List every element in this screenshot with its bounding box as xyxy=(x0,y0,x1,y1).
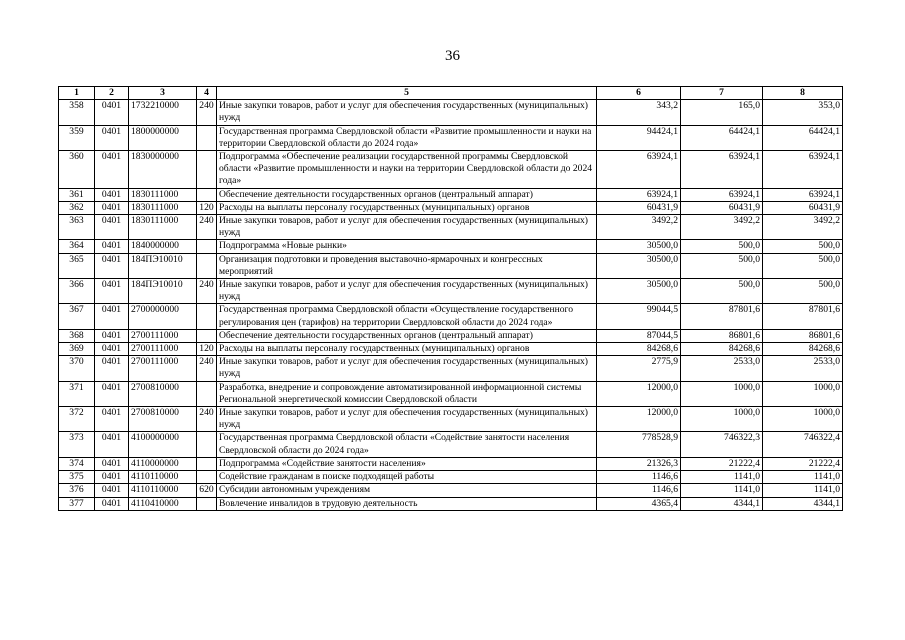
expense-type-code xyxy=(197,457,217,470)
amount-col-7: 3492,2 xyxy=(681,215,763,240)
section-code: 0401 xyxy=(95,100,129,125)
amount-col-8: 500,0 xyxy=(763,279,843,304)
item-name: Иные закупки товаров, работ и услуг для обеспечения государственных (муниципальных) нужд xyxy=(217,356,597,381)
row-number: 360 xyxy=(59,151,95,189)
amount-col-8: 84268,6 xyxy=(763,343,843,356)
table-row xyxy=(59,100,843,125)
item-name: Иные закупки товаров, работ и услуг для обеспечения государственных (муниципальных) нужд xyxy=(217,100,597,125)
table-row xyxy=(59,356,843,381)
section-code: 0401 xyxy=(95,407,129,432)
item-name: Подпрограмма «Новые рынки» xyxy=(217,240,597,253)
table-row xyxy=(59,329,843,342)
target-article-code: 4100000000 xyxy=(129,432,197,457)
target-article-code: 4110110000 xyxy=(129,484,197,497)
amount-col-6: 63924,1 xyxy=(597,188,681,201)
section-code: 0401 xyxy=(95,279,129,304)
amount-col-7: 84268,6 xyxy=(681,343,763,356)
amount-col-6: 60431,9 xyxy=(597,201,681,214)
item-name: Вовлечение инвалидов в трудовую деятельность xyxy=(217,497,597,510)
amount-col-8: 1141,0 xyxy=(763,484,843,497)
row-number: 373 xyxy=(59,432,95,457)
amount-col-6: 30500,0 xyxy=(597,253,681,278)
expense-type-code xyxy=(197,381,217,406)
row-number: 359 xyxy=(59,125,95,150)
table-row xyxy=(59,215,843,240)
target-article-code: 1830111000 xyxy=(129,201,197,214)
target-article-code: 4110410000 xyxy=(129,497,197,510)
item-name: Организация подготовки и проведения выставочно-ярмарочных и конгрессных мероприятий xyxy=(217,253,597,278)
amount-col-7: 746322,3 xyxy=(681,432,763,457)
target-article-code: 4110110000 xyxy=(129,471,197,484)
item-name: Подпрограмма «Содействие занятости населения» xyxy=(217,457,597,470)
amount-col-8: 3492,2 xyxy=(763,215,843,240)
table-row xyxy=(59,471,843,484)
target-article-code: 1732210000 xyxy=(129,100,197,125)
amount-col-7: 165,0 xyxy=(681,100,763,125)
expense-type-code xyxy=(197,125,217,150)
amount-col-6: 2775,9 xyxy=(597,356,681,381)
amount-col-8: 1000,0 xyxy=(763,407,843,432)
table-row xyxy=(59,125,843,150)
target-article-code: 2700810000 xyxy=(129,381,197,406)
header-col-1: 1 xyxy=(59,87,95,100)
row-number: 370 xyxy=(59,356,95,381)
section-code: 0401 xyxy=(95,240,129,253)
amount-col-7: 60431,9 xyxy=(681,201,763,214)
header-col-7: 7 xyxy=(681,87,763,100)
amount-col-6: 1146,6 xyxy=(597,471,681,484)
section-code: 0401 xyxy=(95,484,129,497)
row-number: 377 xyxy=(59,497,95,510)
amount-col-6: 4365,4 xyxy=(597,497,681,510)
row-number: 363 xyxy=(59,215,95,240)
section-code: 0401 xyxy=(95,381,129,406)
table-row xyxy=(59,240,843,253)
header-col-3: 3 xyxy=(129,87,197,100)
target-article-code: 1840000000 xyxy=(129,240,197,253)
section-code: 0401 xyxy=(95,253,129,278)
header-col-6: 6 xyxy=(597,87,681,100)
amount-col-7: 2533,0 xyxy=(681,356,763,381)
target-article-code: 1830111000 xyxy=(129,215,197,240)
amount-col-6: 84268,6 xyxy=(597,343,681,356)
expense-type-code xyxy=(197,304,217,329)
target-article-code: 2700111000 xyxy=(129,329,197,342)
amount-col-8: 4344,1 xyxy=(763,497,843,510)
amount-col-6: 87044,5 xyxy=(597,329,681,342)
table-row xyxy=(59,432,843,457)
section-code: 0401 xyxy=(95,215,129,240)
amount-col-6: 12000,0 xyxy=(597,381,681,406)
item-name: Иные закупки товаров, работ и услуг для обеспечения государственных (муниципальных) нужд xyxy=(217,279,597,304)
amount-col-7: 1000,0 xyxy=(681,407,763,432)
amount-col-7: 1000,0 xyxy=(681,381,763,406)
amount-col-8: 1000,0 xyxy=(763,381,843,406)
amount-col-7: 63924,1 xyxy=(681,151,763,189)
header-row xyxy=(59,87,843,100)
section-code: 0401 xyxy=(95,343,129,356)
amount-col-8: 746322,4 xyxy=(763,432,843,457)
header-col-5: 5 xyxy=(217,87,597,100)
amount-col-7: 500,0 xyxy=(681,240,763,253)
item-name: Государственная программа Свердловской области «Развитие промышленности и науки на территории Свердловской области до 2024 года» xyxy=(217,125,597,150)
row-number: 364 xyxy=(59,240,95,253)
row-number: 367 xyxy=(59,304,95,329)
table-body xyxy=(59,100,843,511)
table-row xyxy=(59,457,843,470)
target-article-code: 184ПЭ10010 xyxy=(129,253,197,278)
amount-col-8: 2533,0 xyxy=(763,356,843,381)
section-code: 0401 xyxy=(95,497,129,510)
row-number: 372 xyxy=(59,407,95,432)
expense-type-code xyxy=(197,329,217,342)
amount-col-7: 500,0 xyxy=(681,253,763,278)
row-number: 358 xyxy=(59,100,95,125)
section-code: 0401 xyxy=(95,432,129,457)
table-header xyxy=(59,87,843,100)
target-article-code: 1830000000 xyxy=(129,151,197,189)
section-code: 0401 xyxy=(95,329,129,342)
expense-type-code xyxy=(197,497,217,510)
amount-col-7: 1141,0 xyxy=(681,484,763,497)
amount-col-6: 343,2 xyxy=(597,100,681,125)
row-number: 365 xyxy=(59,253,95,278)
amount-col-8: 60431,9 xyxy=(763,201,843,214)
table-row xyxy=(59,343,843,356)
expense-type-code: 240 xyxy=(197,100,217,125)
amount-col-7: 500,0 xyxy=(681,279,763,304)
row-number: 375 xyxy=(59,471,95,484)
amount-col-8: 87801,6 xyxy=(763,304,843,329)
amount-col-6: 1146,6 xyxy=(597,484,681,497)
amount-col-6: 63924,1 xyxy=(597,151,681,189)
table-row xyxy=(59,381,843,406)
amount-col-6: 99044,5 xyxy=(597,304,681,329)
amount-col-7: 4344,1 xyxy=(681,497,763,510)
header-col-8: 8 xyxy=(763,87,843,100)
expense-type-code: 120 xyxy=(197,343,217,356)
table-row xyxy=(59,279,843,304)
item-name: Обеспечение деятельности государственных органов (центральный аппарат) xyxy=(217,188,597,201)
amount-col-8: 64424,1 xyxy=(763,125,843,150)
amount-col-7: 1141,0 xyxy=(681,471,763,484)
amount-col-8: 63924,1 xyxy=(763,151,843,189)
row-number: 362 xyxy=(59,201,95,214)
item-name: Государственная программа Свердловской области «Осуществление государственного регулирования цен (тарифов) на территории Свердловской области до 2024 года» xyxy=(217,304,597,329)
row-number: 361 xyxy=(59,188,95,201)
amount-col-8: 1141,0 xyxy=(763,471,843,484)
amount-col-6: 3492,2 xyxy=(597,215,681,240)
page-number: 36 xyxy=(445,48,460,64)
expense-type-code xyxy=(197,151,217,189)
row-number: 374 xyxy=(59,457,95,470)
expense-type-code xyxy=(197,471,217,484)
row-number: 366 xyxy=(59,279,95,304)
section-code: 0401 xyxy=(95,471,129,484)
expense-type-code xyxy=(197,188,217,201)
amount-col-8: 500,0 xyxy=(763,240,843,253)
expense-type-code: 620 xyxy=(197,484,217,497)
item-name: Подпрограмма «Обеспечение реализации государственной программы Свердловской области «Развитие промышленности и науки на территории Свердловской области до 2024 года» xyxy=(217,151,597,189)
item-name: Иные закупки товаров, работ и услуг для обеспечения государственных (муниципальных) нужд xyxy=(217,215,597,240)
table-row xyxy=(59,188,843,201)
section-code: 0401 xyxy=(95,188,129,201)
item-name: Субсидии автономным учреждениям xyxy=(217,484,597,497)
target-article-code: 184ПЭ10010 xyxy=(129,279,197,304)
amount-col-6: 30500,0 xyxy=(597,279,681,304)
expense-type-code: 240 xyxy=(197,356,217,381)
amount-col-7: 63924,1 xyxy=(681,188,763,201)
section-code: 0401 xyxy=(95,356,129,381)
amount-col-7: 87801,6 xyxy=(681,304,763,329)
expense-type-code xyxy=(197,432,217,457)
budget-table xyxy=(58,86,843,511)
target-article-code: 4110000000 xyxy=(129,457,197,470)
expense-type-code: 120 xyxy=(197,201,217,214)
amount-col-8: 21222,4 xyxy=(763,457,843,470)
header-col-4: 4 xyxy=(197,87,217,100)
target-article-code: 2700111000 xyxy=(129,356,197,381)
item-name: Расходы на выплаты персоналу государственных (муниципальных) органов xyxy=(217,343,597,356)
table-row xyxy=(59,407,843,432)
target-article-code: 2700810000 xyxy=(129,407,197,432)
section-code: 0401 xyxy=(95,201,129,214)
amount-col-8: 63924,1 xyxy=(763,188,843,201)
section-code: 0401 xyxy=(95,151,129,189)
row-number: 369 xyxy=(59,343,95,356)
item-name: Государственная программа Свердловской области «Содействие занятости населения Свердловской области до 2024 года» xyxy=(217,432,597,457)
item-name: Разработка, внедрение и сопровождение автоматизированной информационной системы Региональной энергетической комиссии Свердловской области xyxy=(217,381,597,406)
expense-type-code xyxy=(197,240,217,253)
expense-type-code: 240 xyxy=(197,279,217,304)
item-name: Содействие гражданам в поиске подходящей работы xyxy=(217,471,597,484)
header-col-2: 2 xyxy=(95,87,129,100)
table-row xyxy=(59,497,843,510)
item-name: Обеспечение деятельности государственных органов (центральный аппарат) xyxy=(217,329,597,342)
row-number: 371 xyxy=(59,381,95,406)
target-article-code: 1800000000 xyxy=(129,125,197,150)
target-article-code: 2700111000 xyxy=(129,343,197,356)
amount-col-7: 64424,1 xyxy=(681,125,763,150)
target-article-code: 1830111000 xyxy=(129,188,197,201)
expense-type-code: 240 xyxy=(197,215,217,240)
amount-col-8: 353,0 xyxy=(763,100,843,125)
table-row xyxy=(59,304,843,329)
amount-col-6: 778528,9 xyxy=(597,432,681,457)
table-row xyxy=(59,484,843,497)
section-code: 0401 xyxy=(95,304,129,329)
amount-col-6: 30500,0 xyxy=(597,240,681,253)
amount-col-6: 21326,3 xyxy=(597,457,681,470)
table-row xyxy=(59,151,843,189)
amount-col-8: 86801,6 xyxy=(763,329,843,342)
section-code: 0401 xyxy=(95,457,129,470)
item-name: Иные закупки товаров, работ и услуг для обеспечения государственных (муниципальных) нужд xyxy=(217,407,597,432)
amount-col-8: 500,0 xyxy=(763,253,843,278)
target-article-code: 2700000000 xyxy=(129,304,197,329)
expense-type-code: 240 xyxy=(197,407,217,432)
item-name: Расходы на выплаты персоналу государственных (муниципальных) органов xyxy=(217,201,597,214)
amount-col-7: 21222,4 xyxy=(681,457,763,470)
amount-col-6: 94424,1 xyxy=(597,125,681,150)
amount-col-7: 86801,6 xyxy=(681,329,763,342)
expense-type-code xyxy=(197,253,217,278)
section-code: 0401 xyxy=(95,125,129,150)
amount-col-6: 12000,0 xyxy=(597,407,681,432)
table-row xyxy=(59,253,843,278)
row-number: 368 xyxy=(59,329,95,342)
row-number: 376 xyxy=(59,484,95,497)
table-row xyxy=(59,201,843,214)
